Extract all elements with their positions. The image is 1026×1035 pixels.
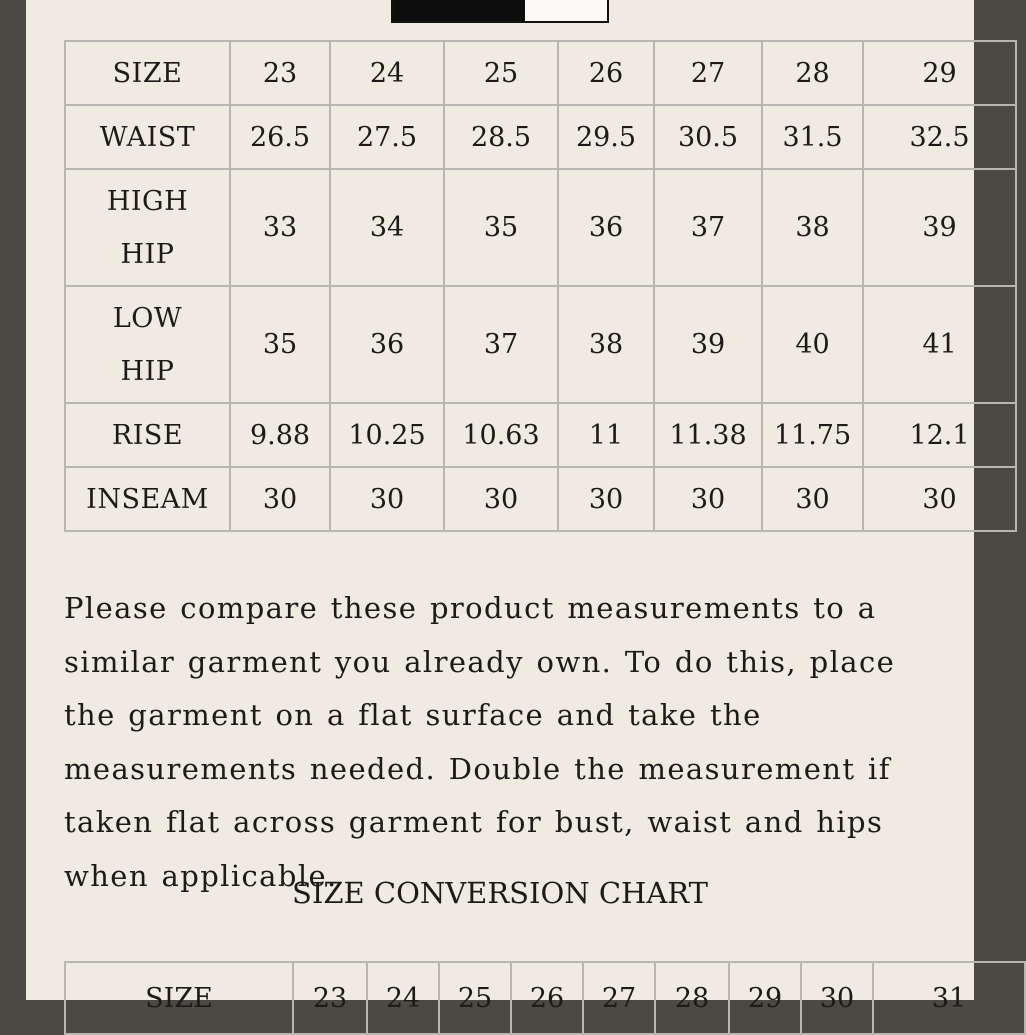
cell-size-23: 23	[230, 41, 330, 105]
unit-toggle-option-selected[interactable]	[393, 0, 525, 21]
measurements-table-viewport	[64, 40, 970, 540]
conversion-row-label: SIZE	[65, 962, 293, 1034]
cell-inseam: 30	[444, 467, 558, 531]
conversion-cell: 29	[729, 962, 801, 1034]
cell-high-hip: 33	[230, 169, 330, 286]
cell-waist: 27.5	[330, 105, 444, 169]
cell-size-28: 28	[762, 41, 863, 105]
conversion-cell: 26	[511, 962, 583, 1034]
cell-rise: 11.38	[654, 403, 762, 467]
cell-size-24: 24	[330, 41, 444, 105]
row-label-text: SIZE	[112, 57, 183, 89]
conversion-cell: 23	[293, 962, 367, 1034]
cell-waist: 31.5	[762, 105, 863, 169]
conversion-cell: 27	[583, 962, 655, 1034]
unit-toggle[interactable]	[391, 0, 609, 23]
measurements-table	[64, 40, 1017, 532]
cell-waist: 28.5	[444, 105, 558, 169]
cell-high-hip: 36	[558, 169, 654, 286]
cell-size-27: 27	[654, 41, 762, 105]
cell-waist: 29.5	[558, 105, 654, 169]
cell-size-29: 29	[863, 41, 1016, 105]
row-label-text: RISE	[111, 419, 184, 451]
row-label-text: HIP	[120, 355, 175, 387]
conversion-row-size	[65, 962, 1025, 1034]
row-label-text: LOW	[112, 302, 183, 334]
cell-inseam: 30	[230, 467, 330, 531]
cell-size-26: 26	[558, 41, 654, 105]
row-label-low-hip	[65, 286, 230, 403]
row-label-size	[65, 41, 230, 105]
row-rise	[65, 403, 1016, 467]
cell-inseam: 30	[762, 467, 863, 531]
row-high-hip	[65, 169, 1016, 286]
cell-inseam: 30	[558, 467, 654, 531]
conversion-table	[64, 961, 1026, 1035]
cell-low-hip: 36	[330, 286, 444, 403]
conversion-cell: 28	[655, 962, 729, 1034]
cell-high-hip: 39	[863, 169, 1016, 286]
row-label-text: WAIST	[99, 121, 196, 153]
cell-inseam: 30	[863, 467, 1016, 531]
cell-high-hip: 35	[444, 169, 558, 286]
cell-size-25: 25	[444, 41, 558, 105]
cell-rise: 10.63	[444, 403, 558, 467]
row-label-waist	[65, 105, 230, 169]
cell-rise: 10.25	[330, 403, 444, 467]
cell-rise: 9.88	[230, 403, 330, 467]
cell-low-hip: 41	[863, 286, 1016, 403]
row-low-hip	[65, 286, 1016, 403]
unit-toggle-option-unselected[interactable]	[525, 0, 607, 21]
measurement-instructions: Please compare these product measurements to a similar garment you already own. To do this, place the garment on a flat surface and take the measurements needed. Double the measurement if taken flat across garment for bust, waist and hips when applicable.	[64, 591, 896, 893]
conversion-cell: 30	[801, 962, 873, 1034]
cell-high-hip: 38	[762, 169, 863, 286]
row-size	[65, 41, 1016, 105]
row-label-high-hip	[65, 169, 230, 286]
row-label-text: HIGH	[106, 185, 189, 217]
cell-waist: 26.5	[230, 105, 330, 169]
size-guide-panel	[26, 0, 974, 1014]
row-label-rise	[65, 403, 230, 467]
row-label-text: INSEAM	[86, 483, 209, 515]
cell-low-hip: 35	[230, 286, 330, 403]
cell-low-hip: 39	[654, 286, 762, 403]
cell-rise: 11.75	[762, 403, 863, 467]
row-label-inseam	[65, 467, 230, 531]
conversion-cell: 25	[439, 962, 511, 1034]
cell-low-hip: 40	[762, 286, 863, 403]
cell-low-hip: 37	[444, 286, 558, 403]
row-label-text: HIP	[120, 238, 175, 270]
cell-rise: 11	[558, 403, 654, 467]
row-inseam	[65, 467, 1016, 531]
cell-rise: 12.1	[863, 403, 1016, 467]
cell-waist: 32.5	[863, 105, 1016, 169]
conversion-cell: 31	[873, 962, 1025, 1034]
cell-inseam: 30	[330, 467, 444, 531]
conversion-cell: 24	[367, 962, 439, 1034]
cell-low-hip: 38	[558, 286, 654, 403]
cell-inseam: 30	[654, 467, 762, 531]
conversion-chart-title: SIZE CONVERSION CHART	[292, 876, 708, 910]
conversion-table-viewport	[64, 961, 967, 1021]
row-waist	[65, 105, 1016, 169]
cell-waist: 30.5	[654, 105, 762, 169]
cell-high-hip: 37	[654, 169, 762, 286]
cell-high-hip: 34	[330, 169, 444, 286]
